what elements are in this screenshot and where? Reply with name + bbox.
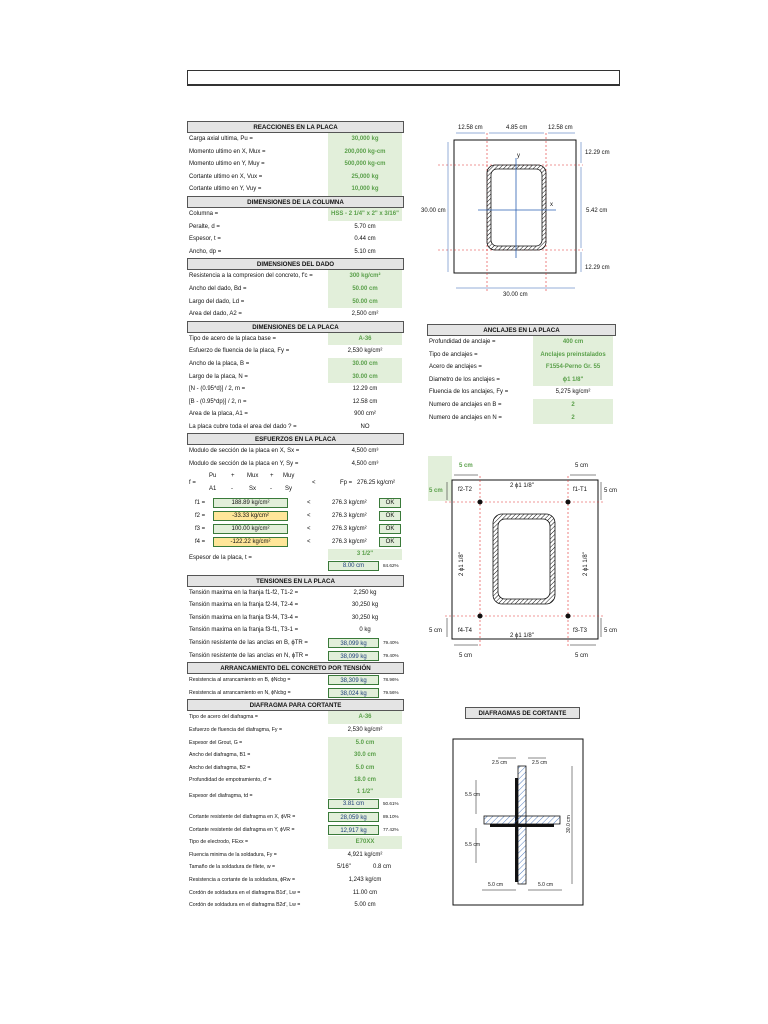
f-label: f2 =: [195, 512, 206, 519]
row-label: Tensión maxima en la franja f1-f2, T1-2 =: [189, 589, 299, 596]
axis-y-label: y: [517, 153, 520, 159]
row-value: ϕ1 1/8": [533, 374, 613, 387]
row-value: 30,000 kg: [328, 133, 402, 146]
row-label: Numero de anclajes en B =: [429, 401, 502, 408]
table-row: [187, 345, 404, 358]
section-header-reacciones: REACCIONES EN LA PLACA: [187, 121, 404, 133]
row-value: 0.44 cm: [354, 236, 376, 243]
table-row: [427, 336, 616, 349]
row-value: 30.00 cm: [328, 371, 402, 384]
table-row: [187, 824, 404, 837]
table-row: [187, 612, 404, 625]
row-value: 1,243 kg/cm: [348, 876, 382, 883]
table-row: [187, 296, 404, 309]
dim-25a: 2.5 cm: [492, 760, 508, 766]
row-value: 38,024 kg: [328, 688, 379, 698]
ok-badge: OK: [379, 511, 401, 521]
table-row: [187, 587, 404, 600]
ok-badge: OK: [379, 524, 401, 534]
dim-55a: 5.5 cm: [465, 792, 481, 798]
row-value: 5.70 cm: [354, 223, 376, 230]
section-header-diafragma: DIAFRAGMA PARA CORTANTE: [187, 699, 404, 711]
row-value: 5,275 kg/cm²: [555, 389, 591, 396]
lt-sign: <: [307, 525, 311, 532]
row-value: 28,059 kg: [328, 812, 379, 822]
dim-right-bot: 12.29 cm: [585, 265, 610, 271]
table-row: [187, 724, 404, 737]
row-value: 38,099 kg: [328, 651, 379, 661]
row-label: Columna =: [189, 210, 219, 217]
filete-row: Tamaño de la soldadura de filete, w = 5/16" 0.8 cm: [189, 864, 392, 871]
anclajes-panel: [427, 324, 616, 424]
row-label: Largo del dado, Ld =: [189, 298, 245, 305]
row-value: 12.58 cm: [352, 398, 378, 405]
dim-bottom: 30.00 cm: [503, 292, 528, 298]
row-percent: 78.96%: [383, 677, 399, 683]
section-header-dado: DIMENSIONES DEL DADO: [187, 258, 404, 270]
row-value: 4,500 cm³: [351, 461, 379, 468]
row-label: Tipo de electrodo, FExx =: [189, 839, 249, 846]
stress-check-row: [187, 510, 404, 523]
horizontal-lug: [484, 816, 560, 824]
row-label: Profundidad de empotramiento, d' =: [189, 777, 272, 784]
dim-top-right: 12.58 cm: [548, 125, 573, 131]
row-label: Momento ultimo en Y, Muy =: [189, 161, 265, 168]
table-row: [427, 399, 616, 412]
row-value: A-36: [328, 711, 402, 724]
row-value: 50.00 cm: [328, 283, 402, 296]
espesor-diafragma-row: Espesor del diafragma, td = 1 1/2" 3.81 cm 50.61%: [187, 787, 404, 811]
f-label: f1 =: [195, 499, 206, 506]
table-row: [427, 374, 616, 387]
esfuerzos-rows: [187, 445, 404, 470]
table-row: [427, 412, 616, 425]
row-label: Peralte, d =: [189, 223, 220, 230]
row-value: A-36: [328, 333, 402, 346]
row-label: Espesor del Grout, G =: [189, 739, 243, 746]
row-label: Resistencia a la compresion del concreto, f'c =: [189, 273, 313, 280]
tensiones-rows: [187, 587, 404, 663]
row-value: 2,530 kg/cm²: [347, 348, 383, 355]
fp-value: 276.3 kg/cm²: [332, 512, 367, 519]
diafragma-rows-3: [187, 874, 404, 912]
row-value: 50.00 cm: [328, 296, 402, 309]
table-row: [187, 849, 404, 862]
table-row: [187, 711, 404, 724]
table-row: [187, 887, 404, 900]
row-label: Tipo de acero del diafragma =: [189, 714, 258, 721]
table-row: [187, 183, 404, 196]
table-row: [187, 246, 404, 259]
row-label: Diametro de los anclajes =: [429, 376, 500, 383]
section-header-arrancamiento: ARRANCAMIENTO DEL CONCRETO POR TENSIÓN: [187, 662, 404, 674]
row-label: Fluencia minima de la soldadura, Fy =: [189, 851, 277, 858]
table-row: [187, 358, 404, 371]
f-label: f3 =: [195, 525, 206, 532]
table-row: [187, 762, 404, 775]
row-value: 38,309 kg: [328, 675, 379, 685]
table-row: [187, 737, 404, 750]
table-row: [427, 349, 616, 362]
row-label: Cortante ultimo en Y, Vuy =: [189, 186, 262, 193]
section-header-esfuerzos: ESFUERZOS EN LA PLACA: [187, 433, 404, 445]
row-label: Cortante ultimo en X, Vux =: [189, 173, 263, 180]
stress-check-row: [187, 536, 404, 549]
row-value: 2,500 cm²: [351, 311, 379, 318]
dim-25b: 2.5 cm: [532, 760, 548, 766]
dim-right-top: 12.29 cm: [585, 150, 610, 156]
row-value: 2: [533, 399, 613, 412]
dim-top-mid: 4.85 cm: [506, 125, 528, 131]
columna-rows: [187, 208, 404, 258]
section-header-columna: DIMENSIONES DE LA COLUMNA: [187, 196, 404, 208]
label-bot-bolts: 2 ϕ1 1/8": [510, 633, 534, 639]
fp-value: 276.3 kg/cm²: [332, 525, 367, 532]
table-row: [187, 774, 404, 787]
f-value: -33.33 kg/cm²: [213, 511, 288, 521]
row-percent: 79.56%: [383, 689, 399, 695]
dado-rows: [187, 270, 404, 320]
anclajes-rows: [427, 336, 616, 424]
dim-left-top-2: 5 cm: [429, 488, 443, 494]
row-label: Modulo de sección de la placa en X, Sx =: [189, 448, 300, 455]
row-percent: 79.40%: [383, 652, 399, 658]
row-value: 5.0 cm: [328, 762, 402, 775]
table-row: [187, 171, 404, 184]
row-label: Numero de anclajes en N =: [429, 414, 502, 421]
row-value: 30.0 cm: [328, 749, 402, 762]
table-row: [187, 687, 404, 700]
row-value: 5.00 cm: [354, 902, 376, 909]
row-label: Cordón de soldadura en el diafragma B2d', Lw =: [189, 902, 301, 909]
table-row: [187, 874, 404, 887]
calc-sheet: [187, 121, 404, 912]
table-row: [427, 361, 616, 374]
lt-sign: <: [307, 538, 311, 545]
row-label: Area del dado, A2 =: [189, 311, 242, 318]
table-row: [427, 386, 616, 399]
stress-formula: f = Pu A1 + - Mux Sx + - Muy Sy < Fp = 276.25 kg/cm²: [189, 472, 396, 492]
stress-check-row: [187, 523, 404, 536]
table-row: [187, 674, 404, 687]
row-label: [N - (0.95*d)] / 2, m =: [189, 386, 246, 393]
dim-top-right-2: 5 cm: [575, 463, 589, 469]
f-value: 188.89 kg/cm²: [213, 498, 288, 508]
section-header-tensiones: TENSIONES EN LA PLACA: [187, 575, 404, 587]
row-label: Ancho de la placa, B =: [189, 360, 250, 367]
espesor-placa-row: Espesor de la placa, t = 3 1/2" 8.00 cm 84.62%: [187, 549, 404, 575]
dim-55b: 5.5 cm: [465, 842, 481, 848]
dim-left-bot-2: 5 cm: [429, 628, 443, 634]
diafragma-resist-rows: [187, 811, 404, 836]
shear-lug-drawing: [452, 738, 584, 908]
row-value: 900 cm²: [354, 411, 376, 418]
table-row: [187, 221, 404, 234]
table-row: [187, 650, 404, 663]
top-bar: [187, 70, 620, 86]
dim-5a: 5.0 cm: [488, 882, 504, 888]
f-label: f4 =: [195, 538, 206, 545]
row-label: Carga axial ultima, Pu =: [189, 136, 253, 142]
fp-value: 276.3 kg/cm²: [332, 538, 367, 545]
plate-plan-drawing: [418, 118, 618, 303]
row-percent: 79.40%: [383, 640, 399, 646]
dim-5b: 5.0 cm: [538, 882, 554, 888]
row-value: 5.0 cm: [328, 737, 402, 750]
row-value: 4,500 cm³: [351, 448, 379, 455]
row-value: E70XX: [328, 836, 402, 849]
row-label: Resistencia a cortante de la soldadura, ϕRw =: [189, 876, 295, 883]
dim-top-left: 12.58 cm: [458, 125, 483, 131]
row-value: 4,921 kg/cm²: [347, 851, 383, 858]
dim-bot-left-2: 5 cm: [459, 653, 473, 659]
table-row: [187, 396, 404, 409]
dim-right-bot-2: 5 cm: [604, 628, 618, 634]
row-value: 2: [533, 412, 613, 425]
table-row: [187, 270, 404, 283]
row-value: Anclajes preinstalados: [533, 349, 613, 362]
table-row: [187, 637, 404, 650]
row-label: [B - (0.95*dp)] / 2, n =: [189, 398, 247, 405]
table-row: [187, 283, 404, 296]
row-value: 400 cm: [533, 336, 613, 349]
row-label: Profundidad de anclaje =: [429, 339, 496, 345]
row-label: Tipo de anclajes =: [429, 351, 478, 358]
row-value: 25,000 kg: [328, 171, 402, 184]
anchor-bolt: [478, 500, 483, 505]
row-value: HSS - 2 1/4" x 2" x 3/16": [328, 208, 402, 221]
row-label: Tensión maxima en la franja f3-f4, T3-4 =: [189, 614, 299, 621]
anchor-bolt: [478, 614, 483, 619]
f-value: -122.22 kg/cm²: [213, 537, 288, 547]
table-row: [187, 445, 404, 458]
row-label: La placa cubre toda el area del dado ? =: [189, 423, 297, 430]
row-value: 30,250 kg: [351, 614, 379, 621]
row-label: Esfuerzo de fluencia del diafragma, Fy =: [189, 727, 282, 733]
dim-top-left-2: 5 cm: [459, 463, 473, 469]
grout-highlight: [428, 456, 452, 501]
row-label: Tipo de acero de la placa base =: [189, 335, 277, 342]
reacciones-rows: [187, 133, 404, 196]
row-value: 500,000 kg-cm: [328, 158, 402, 171]
row-value: 12.29 cm: [352, 386, 378, 393]
row-percent: 77.42%: [383, 826, 399, 832]
row-label: Tensión maxima en la franja f3-f1, T3-1 =: [189, 627, 299, 634]
table-row: [187, 811, 404, 824]
section-header-diafragmas: DIAFRAGMAS DE CORTANTE: [465, 707, 580, 719]
stress-check-row: [187, 497, 404, 510]
row-label: Resistencia al arrancamiento en B, ϕNcbg =: [189, 677, 291, 684]
row-value: 38,099 kg: [328, 638, 379, 648]
diafragma-rows-2: [187, 836, 404, 861]
row-value: 12,917 kg: [328, 825, 379, 835]
table-row: [187, 836, 404, 849]
row-value: 5.10 cm: [354, 248, 376, 255]
row-value: NO: [360, 423, 370, 430]
label-f1t1: f1-T1: [573, 487, 588, 493]
row-label: Tensión maxima en la franja f2-f4, T2-4 =: [189, 602, 299, 609]
row-value: 18.0 cm: [328, 774, 402, 787]
dim-bot-right-2: 5 cm: [575, 653, 589, 659]
row-label: Largo de la placa, N =: [189, 373, 248, 380]
row-value: F1554-Perno Gr. 55: [533, 361, 613, 374]
table-row: [187, 371, 404, 384]
dim-30: 30.0 cm: [566, 815, 572, 833]
row-label: Ancho, dp =: [189, 248, 222, 255]
row-label: Espesor, t =: [189, 236, 221, 243]
row-label: Modulo de sección de la placa en Y, Sy =: [189, 461, 299, 468]
table-row: [187, 233, 404, 246]
row-value: 30,250 kg: [351, 602, 379, 609]
row-value: 11.00 cm: [352, 889, 378, 896]
placa-rows: [187, 333, 404, 434]
arrancamiento-rows: [187, 674, 404, 699]
row-label: Ancho del dado, Bd =: [189, 285, 247, 292]
table-row: [187, 899, 404, 912]
diafragma-rows-1: [187, 711, 404, 787]
row-label: Cortante resistente del diafragma en Y, ϕVR =: [189, 826, 295, 833]
row-value: 2,250 kg: [353, 589, 377, 596]
ok-badge: OK: [379, 498, 401, 508]
section-header-placa: DIMENSIONES DE LA PLACA: [187, 321, 404, 333]
table-row: [187, 133, 404, 146]
table-row: [187, 333, 404, 346]
dim-right-mid: 5.42 cm: [586, 208, 608, 214]
row-value: 0 kg: [359, 627, 371, 634]
row-value: 10,000 kg: [328, 183, 402, 196]
table-row: [187, 408, 404, 421]
fp-value: 276.3 kg/cm²: [332, 499, 367, 506]
lt-sign: <: [307, 512, 311, 519]
anchor-bolt: [566, 614, 571, 619]
label-f4t4: f4-T4: [458, 628, 473, 634]
row-label: Cordón de soldadura en el diafragma B1d', Lw =: [189, 889, 301, 896]
row-label: Cortante resistente del diafragma en X, ϕVR =: [189, 813, 296, 820]
table-row: [187, 158, 404, 171]
table-row: [187, 624, 404, 637]
dim-left: 30.00 cm: [421, 208, 446, 214]
lt-sign: <: [307, 499, 311, 506]
label-f2t2: f2-T2: [458, 487, 473, 493]
row-label: Ancho del diafragma, B1 =: [189, 752, 251, 759]
row-value: 30.00 cm: [328, 358, 402, 371]
table-row: [187, 599, 404, 612]
label-top-bolts: 2 ϕ1 1/8": [510, 483, 534, 489]
stress-check-rows: [187, 497, 404, 549]
axis-x-label: x: [550, 202, 553, 208]
row-percent: 89.10%: [383, 813, 399, 819]
table-row: [187, 308, 404, 321]
row-label: Area de la placa, A1 =: [189, 411, 248, 418]
f-value: 100.00 kg/cm²: [213, 524, 288, 534]
table-row: [187, 208, 404, 221]
table-row: [187, 383, 404, 396]
row-value: 300 kg/cm²: [328, 270, 402, 283]
anchor-bolt: [566, 500, 571, 505]
table-row: [187, 458, 404, 471]
anchor-layout-drawing: [425, 456, 620, 661]
row-value: 2,530 kg/cm²: [347, 727, 383, 733]
row-label: Resistencia al arrancamiento en N, ϕNcbg =: [189, 689, 291, 696]
table-row: [187, 749, 404, 762]
dim-right-top-2: 5 cm: [604, 488, 618, 494]
row-label: Momento ultimo en X, Mux =: [189, 148, 266, 155]
row-label: Esfuerzo de fluencia de la placa, Fy =: [189, 348, 290, 355]
row-value: 200,000 kg-cm: [328, 146, 402, 159]
row-label: Tensión resistente de las anclas en N, ϕTR =: [189, 652, 309, 659]
row-label: Ancho del diafragma, B2 =: [189, 764, 251, 771]
row-label: Acero de anclajes =: [429, 364, 482, 371]
row-label: Fluencia de los anclajes, Fy =: [429, 389, 509, 396]
table-row: [187, 146, 404, 159]
label-f3t3: f3-T3: [573, 628, 588, 634]
table-row: [187, 421, 404, 434]
section-header-anclajes: ANCLAJES EN LA PLACA: [427, 324, 616, 336]
ok-badge: OK: [379, 537, 401, 547]
label-left-bolts: 2 ϕ1 1/8": [459, 552, 465, 576]
label-right-bolts: 2 ϕ1 1/8": [583, 552, 589, 576]
row-label: Tensión resistente de las anclas en B, ϕTR =: [189, 640, 308, 647]
